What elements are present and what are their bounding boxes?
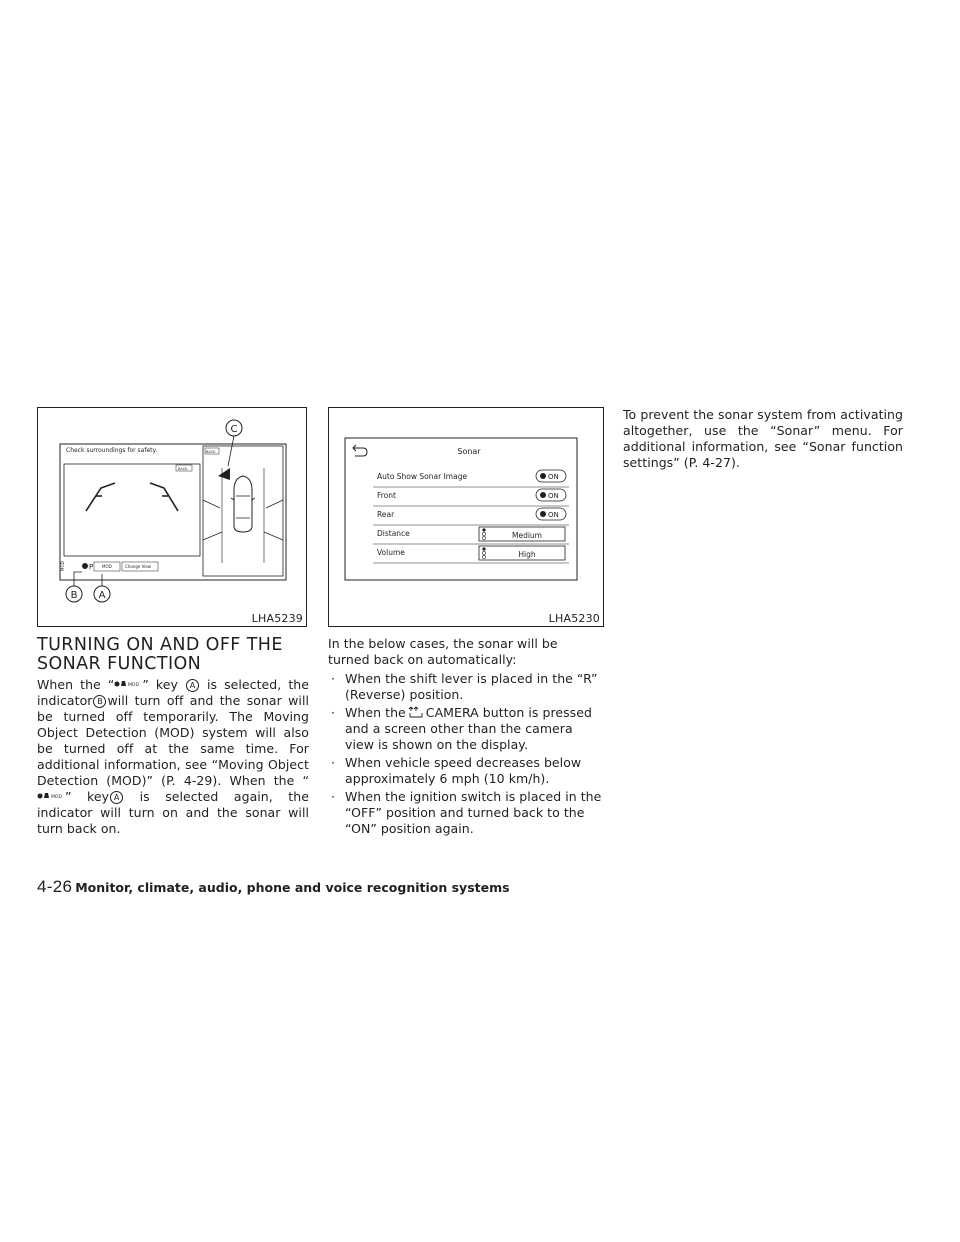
svg-text:MOD: MOD xyxy=(128,683,140,688)
svg-text:MOD: MOD xyxy=(60,561,65,571)
sonar-menu-illustration xyxy=(329,408,603,626)
text-run: ” key xyxy=(142,677,178,692)
column-1 xyxy=(37,636,309,837)
svg-text:MOD: MOD xyxy=(51,795,63,800)
list-item: · When vehicle speed decreases below approximately 6 mph (10 km/h). xyxy=(328,755,602,787)
heading-line-1: TURNING ON AND OFF THE xyxy=(37,635,283,655)
text-run: will turn off and the sonar will be turned off temporarily. The Moving Object Detection (MOD) system will also be turned off at the same time. For additional information, see “Moving Object Detection (MOD)” (P. 4-29). When the “ xyxy=(37,693,309,788)
back-arrow-icon xyxy=(353,445,367,456)
chapter-title: Monitor, climate, audio, phone and voice recognition systems xyxy=(75,880,510,895)
mod-button: MOD xyxy=(102,564,112,569)
row-label: Distance xyxy=(377,529,410,538)
rear-tag: BACK xyxy=(178,467,188,471)
camera-display-illustration xyxy=(38,408,306,626)
column-3 xyxy=(623,407,903,471)
distance-value: Medium xyxy=(512,531,542,540)
camera-icon xyxy=(408,706,424,718)
text-run: When the “ xyxy=(37,677,115,692)
callout-b-icon: B xyxy=(93,695,106,708)
callout-c: C xyxy=(230,424,238,435)
section-heading xyxy=(37,636,309,674)
toggle-value: ON xyxy=(548,492,559,500)
volume-value: High xyxy=(518,550,536,559)
figure-lha5230 xyxy=(328,407,604,627)
change-view-button: Change View xyxy=(125,564,152,569)
intro-paragraph: In the below cases, the sonar will be turned back on automatically: xyxy=(328,636,558,667)
row-label: Rear xyxy=(377,510,395,519)
list-item: · When the shift lever is placed in the “R” (Reverse) position. xyxy=(328,671,602,703)
column-2 xyxy=(328,636,602,839)
toggle-value: ON xyxy=(548,473,559,481)
text-run: is selected again, the indicator will turn on and the sonar will turn back on. xyxy=(37,789,309,836)
list-item: · When the ignition switch is placed in the “OFF” position and turned back to the “ON” position again. xyxy=(328,789,602,837)
mod-key-icon xyxy=(114,679,142,689)
screen-message: Check surroundings for safety. xyxy=(66,447,158,454)
column-3-paragraph: To prevent the sonar system from activating altogether, use the “Sonar” menu. For additional information, see “Sonar function settings” (P. 4-27). xyxy=(623,407,903,470)
list-item xyxy=(328,705,602,753)
figure-label: LHA5239 xyxy=(251,612,303,625)
callout-b: B xyxy=(70,590,78,601)
callout-a: A xyxy=(98,590,106,601)
text-run: CAMERA button is pressed and a screen other than the camera view is shown on the display. xyxy=(345,705,592,752)
text-run: ” key xyxy=(65,789,110,804)
page-footer xyxy=(37,877,510,897)
text-run: When the xyxy=(345,705,406,720)
page-number: 4-26 xyxy=(37,877,73,896)
svg-text:P: P xyxy=(89,563,94,571)
callout-a-icon: A xyxy=(186,679,199,692)
row-label: Auto Show Sonar Image xyxy=(377,472,468,481)
toggle-value: ON xyxy=(548,511,559,519)
row-label: Front xyxy=(377,491,396,500)
menu-title: Sonar xyxy=(457,447,481,456)
text-run: is selected, the indicator xyxy=(37,677,309,708)
paragraph-1 xyxy=(37,677,309,837)
row-label: Volume xyxy=(377,548,405,557)
callout-a-icon: A xyxy=(110,791,123,804)
figure-label: LHA5230 xyxy=(548,612,600,625)
mod-key-icon xyxy=(37,791,65,801)
front-tag: BACK xyxy=(206,450,216,454)
bullet-list xyxy=(328,671,602,837)
figure-lha5239 xyxy=(37,407,307,627)
heading-line-2: SONAR FUNCTION xyxy=(37,654,202,674)
